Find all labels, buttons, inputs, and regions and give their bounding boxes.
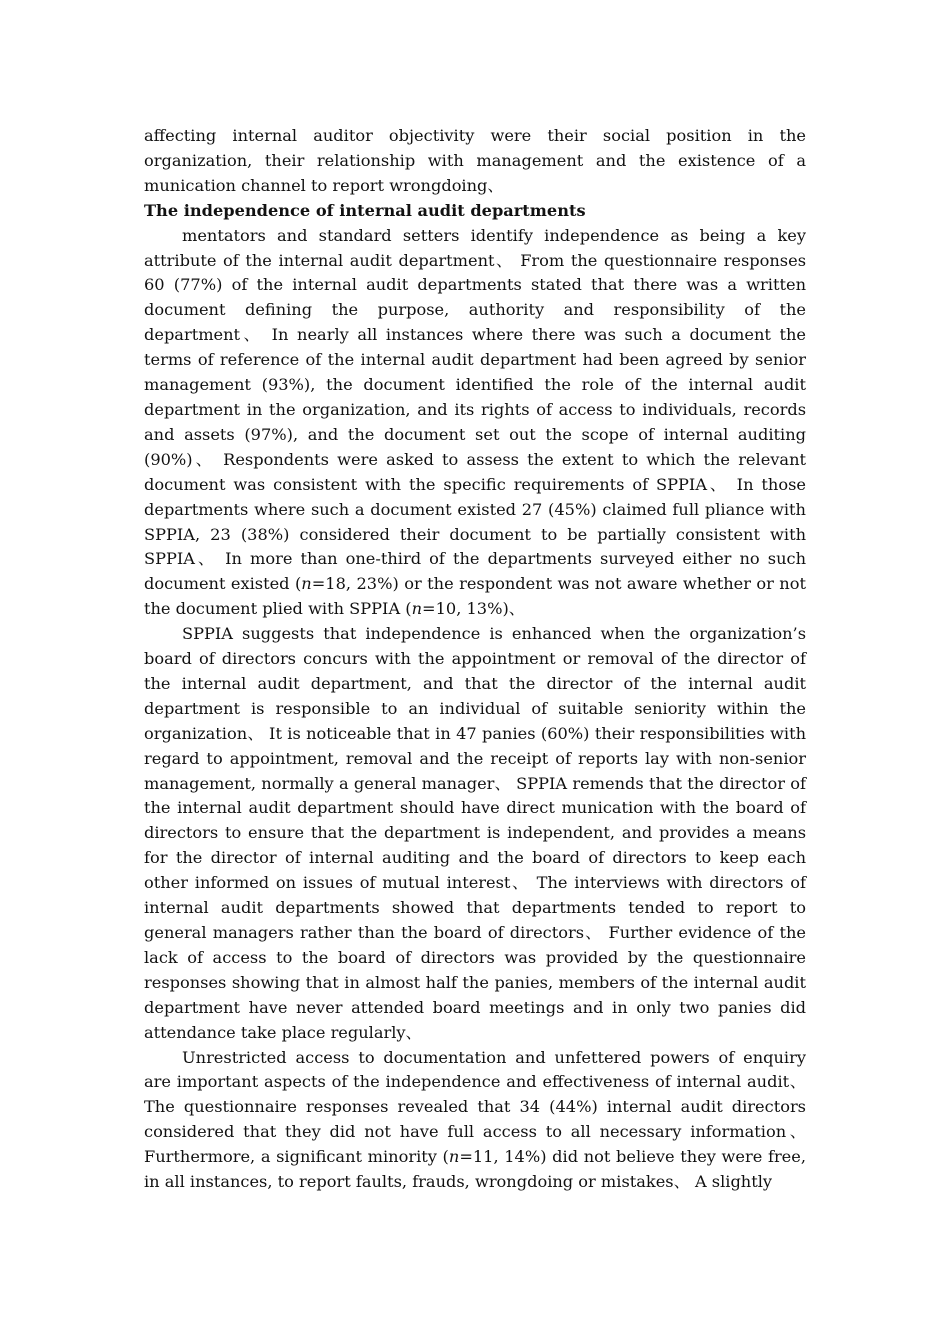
section-heading: The independence of internal audit departments: [144, 200, 586, 220]
variable-n: n: [301, 574, 312, 594]
paragraph-board-reporting: SPPIA suggests that independence is enhanced when the organization’s board of directors concurs with the appointment or removal of the director of the internal audit department, and that the director of the internal audit department is responsible to an individual of suitable seniority within the organization、 It is noticeable that in 47 panies (60%) their responsibilities with regard to appointment, removal and the receipt of reports lay with non-senior management, normally a general manager、 SPPIA remends that the director of the internal audit department should have direct munication with the board of directors to ensure that the department is independent, and provides a means for the director of internal auditing and the board of directors to keep each other informed on issues of mutual interest、 The interviews with directors of internal audit departments showed that departments tended to report to general managers rather than the board of directors、 Further evidence of the lack of access to the board of directors was provided by the questionnaire responses showing that in almost half the panies, members of the internal audit department have never attended board meetings and in only two panies did attendance take place regularly、: [144, 624, 806, 1042]
paragraph-text-part: Unrestricted access to documentation and unfettered powers of enquiry are important aspects of the independence and effectiveness of internal audit、 The questionnaire responses revealed that 34 (44%) internal audit directors considered that they did not have full access to all necessary information、 Furthermore, a significant minority (: [144, 1047, 806, 1167]
variable-n: n: [448, 1147, 460, 1167]
paragraph-independence-document: [144, 224, 806, 623]
paragraph-text-part: =11, 14%) did not believe they were free, in all instances, to report faults, frauds, wrongdoing or mistakes、 A slightly: [144, 1147, 806, 1192]
paragraph-continuation: affecting internal auditor objectivity were their social position in the organization, their relationship with management and the existence of a munication channel to report wrongdoing、: [144, 126, 806, 195]
variable-n: n: [411, 599, 423, 619]
paragraph-text-part: =18, 23%) or the respondent was not aware whether or not the document plied with SPPIA (: [144, 574, 806, 619]
paragraph-text-part: =10, 13%)、: [422, 599, 525, 619]
document-page: [144, 124, 806, 1195]
paragraph-text-part: mentators and standard setters identify independence as being a key attribute of the internal audit department、 From the questionnaire responses 60 (77%) of the internal audit departments stated that there was a written document defining the purpose, authority and responsibility of the department、 In nearly all instances where there was such a document the terms of reference of the internal audit department had been agreed by senior management (93%), the document identified the role of the internal audit department in the organization, and its rights of access to individuals, records and assets (97%), and the document set out the scope of internal auditing (90%)、 Respondents were asked to assess the extent to which the relevant document was consistent with the specific requirements of SPPIA、 In those departments where such a document existed 27 (45%) claimed full pliance with SPPIA, 23 (38%) considered their document to be partially consistent with SPPIA、 In more than one-third of the departments surveyed either no such document existed (: [144, 225, 806, 594]
paragraph-unrestricted-access: [144, 1046, 806, 1195]
